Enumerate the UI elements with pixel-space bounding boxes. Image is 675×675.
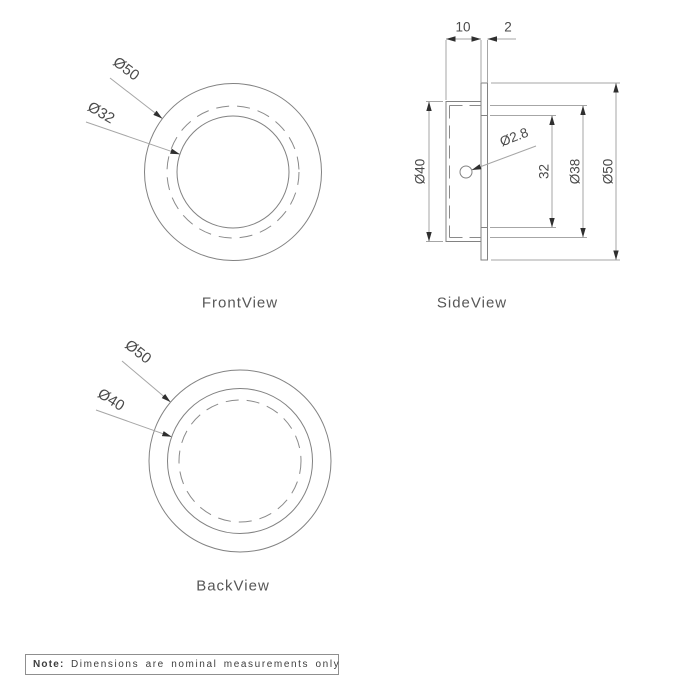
side-screw-hole-label: Ø2.8: [497, 124, 531, 150]
side-view-caption: SideView: [436, 294, 508, 312]
front-dia32-label: Ø32: [84, 98, 118, 128]
front-dia50-label: Ø50: [109, 53, 143, 85]
back-recess-hidden-circle: [179, 400, 301, 522]
back-dia50-leader-line: [122, 361, 171, 402]
side-flange-outline: [481, 83, 488, 260]
front-dia50-leader-line: [110, 78, 162, 119]
side-flange-thickness-label: 2: [504, 19, 512, 35]
back-flange-outer-circle: [149, 370, 331, 552]
note-box: [25, 654, 339, 675]
back-body-circle: [168, 389, 313, 534]
back-dia40-leader-line: [96, 410, 172, 437]
front-view-caption: FrontView: [201, 294, 279, 312]
front-opening-circle: [177, 116, 289, 228]
side-screw-hole-circle: [460, 166, 472, 178]
back-view-caption: BackView: [196, 577, 270, 595]
front-dia32-leader-line: [86, 122, 180, 154]
side-flange-dia-label: Ø50: [600, 158, 616, 185]
front-flange-outer-circle: [145, 84, 322, 261]
side-recess-dia-label: Ø38: [567, 158, 583, 185]
note-text: Dimensions are nominal measurements only: [70, 659, 341, 670]
side-body-dia-label: Ø40: [412, 158, 428, 185]
back-dia50-label: Ø50: [121, 336, 155, 368]
note-prefix: Note:: [33, 659, 65, 670]
side-view: [413, 20, 621, 312]
front-recess-hidden-circle: [167, 106, 299, 238]
back-view: [94, 337, 331, 595]
side-body-outline: [446, 102, 481, 242]
side-depth-label: 10: [455, 19, 471, 35]
side-opening-label: 32: [536, 163, 552, 180]
front-view: [84, 54, 321, 312]
back-dia40-label: Ø40: [94, 385, 128, 415]
